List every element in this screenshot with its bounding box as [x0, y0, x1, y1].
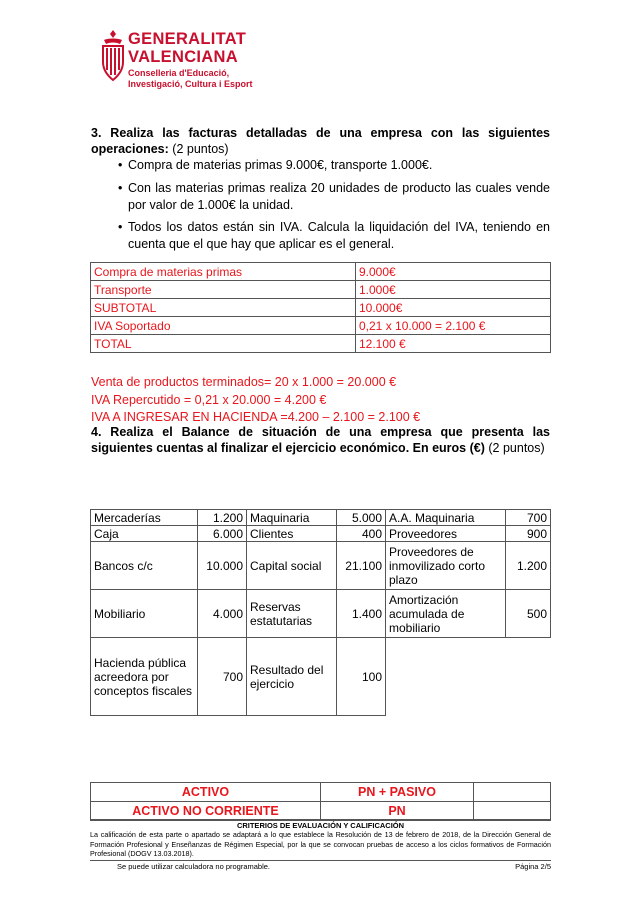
answer-line: IVA Repercutido = 0,21 x 20.000 = 4.200 €: [91, 392, 327, 407]
account-value: 700: [198, 638, 247, 716]
account-name: Mobiliario: [91, 590, 198, 638]
account-name: Caja: [91, 526, 198, 542]
account-name: Proveedores: [386, 526, 506, 542]
table-cell: 10.000€: [356, 299, 551, 317]
balance-header: PN: [321, 802, 474, 821]
account-value: 400: [337, 526, 386, 542]
table-row: [91, 299, 551, 317]
department-line2: Investigació, Cultura i Esport: [128, 79, 253, 89]
bullet-dot: •: [118, 158, 123, 172]
account-value: 21.100: [337, 542, 386, 590]
question-3-bullets: [118, 157, 550, 253]
table-cell: 1.000€: [356, 281, 551, 299]
account-value: 900: [506, 526, 551, 542]
table-cell: TOTAL: [91, 335, 356, 353]
account-name: Bancos c/c: [91, 542, 198, 590]
table-row: [91, 802, 551, 821]
account-value: 100: [337, 638, 386, 716]
account-name: Mercaderías: [91, 510, 198, 526]
bullet-item: [118, 180, 550, 214]
account-name: Hacienda pública acreedora por conceptos fiscales: [91, 638, 198, 716]
question-4-points: (2 puntos): [488, 441, 545, 455]
question-4-heading: [91, 424, 550, 456]
table-cell: 9.000€: [356, 263, 551, 281]
table-row: [91, 281, 551, 299]
question-3-title: 3. Realiza las facturas detalladas de una empresa con las siguientes operaciones:: [91, 126, 550, 156]
account-value: 10.000: [198, 542, 247, 590]
footer-divider: [90, 819, 551, 820]
table-row: [91, 590, 551, 638]
account-name: Reservas estatutarias: [247, 590, 337, 638]
table-row: [91, 783, 551, 802]
account-value: 1.200: [506, 542, 551, 590]
bullet-dot: •: [118, 181, 123, 195]
coat-of-arms-icon: [100, 28, 126, 84]
bullet-item: [118, 219, 550, 253]
account-value: 1.400: [337, 590, 386, 638]
table-row: [91, 542, 551, 590]
account-value: 1.200: [198, 510, 247, 526]
balance-header: ACTIVO: [91, 783, 321, 802]
org-name-line2: VALENCIANA: [128, 48, 238, 66]
empty-cell: [474, 783, 551, 802]
account-value: 4.000: [198, 590, 247, 638]
table-cell: Transporte: [91, 281, 356, 299]
footer-divider: [90, 860, 551, 861]
table-cell: Compra de materias primas: [91, 263, 356, 281]
criteria-title: CRITERIOS DE EVALUACIÓN Y CALIFICACIÓN: [236, 821, 405, 830]
table-row: [91, 526, 551, 542]
invoice-table: [90, 262, 551, 353]
question-4-title: 4. Realiza el Balance de situación de una empresa que presenta las siguientes cuentas al finalizar el ejercicio económico. En euros (€): [91, 425, 550, 455]
table-cell: 0,21 x 10.000 = 2.100 €: [356, 317, 551, 335]
table-row: [91, 335, 551, 353]
balance-header: ACTIVO NO CORRIENTE: [91, 802, 321, 821]
question-3-heading: [91, 125, 550, 157]
account-value: 700: [506, 510, 551, 526]
question-3-answers: [91, 374, 420, 427]
account-name: Amortización acumulada de mobiliario: [386, 590, 506, 638]
balance-header: PN + PASIVO: [321, 783, 474, 802]
page-number: Página 2/5: [515, 862, 551, 871]
account-name: Resultado del ejercicio: [247, 638, 337, 716]
bullet-text: Todos los datos están sin IVA. Calcula la liquidación del IVA, teniendo en cuenta que el que hay que aplicar es el general.: [128, 220, 550, 251]
table-row: [91, 510, 551, 526]
table-cell: SUBTOTAL: [91, 299, 356, 317]
calculator-note: Se puede utilizar calculadora no programable.: [117, 862, 271, 871]
table-cell: 12.100 €: [356, 335, 551, 353]
empty-cell: [474, 802, 551, 821]
account-value: 5.000: [337, 510, 386, 526]
account-value: 500: [506, 590, 551, 638]
account-name: Proveedores de inmovilizado corto plazo: [386, 542, 506, 590]
department-line1: Conselleria d'Educació,: [128, 68, 230, 78]
criteria-text: La calificación de esta parte o apartado se adaptará a lo que establece la Resolución de 13 de febrero de 2018, de la Dirección General de Formación Profesional y Enseñanzas de Régimen Especial, por la que se convocan pruebas de acceso a los ciclos formativos de Formación Profesional (DOGV 13.03.2018).: [90, 830, 551, 858]
balance-table: [90, 782, 551, 821]
bullet-text: Con las materias primas realiza 20 unidades de producto las cuales vende por valor de 1.000€ la unidad.: [128, 181, 550, 212]
generalitat-logo: [98, 24, 278, 89]
empty-cell: [386, 638, 551, 716]
account-name: Capital social: [247, 542, 337, 590]
account-value: 6.000: [198, 526, 247, 542]
org-name-line1: GENERALITAT: [128, 30, 247, 48]
table-row: [91, 317, 551, 335]
answer-line: IVA A INGRESAR EN HACIENDA =4.200 – 2.100 = 2.100 €: [91, 410, 421, 424]
table-cell: IVA Soportado: [91, 317, 356, 335]
bullet-dot: •: [118, 220, 123, 234]
table-row: [91, 638, 551, 716]
answer-line: Venta de productos terminados= 20 x 1.000 = 20.000 €: [91, 375, 397, 389]
account-name: Clientes: [247, 526, 337, 542]
accounts-table: [90, 509, 551, 716]
account-name: Maquinaria: [247, 510, 337, 526]
table-row: [91, 263, 551, 281]
question-3-points: (2 puntos): [172, 142, 229, 156]
bullet-item: [118, 157, 550, 174]
account-name: A.A. Maquinaria: [386, 510, 506, 526]
bullet-text: Compra de materias primas 9.000€, transporte 1.000€.: [128, 158, 433, 172]
